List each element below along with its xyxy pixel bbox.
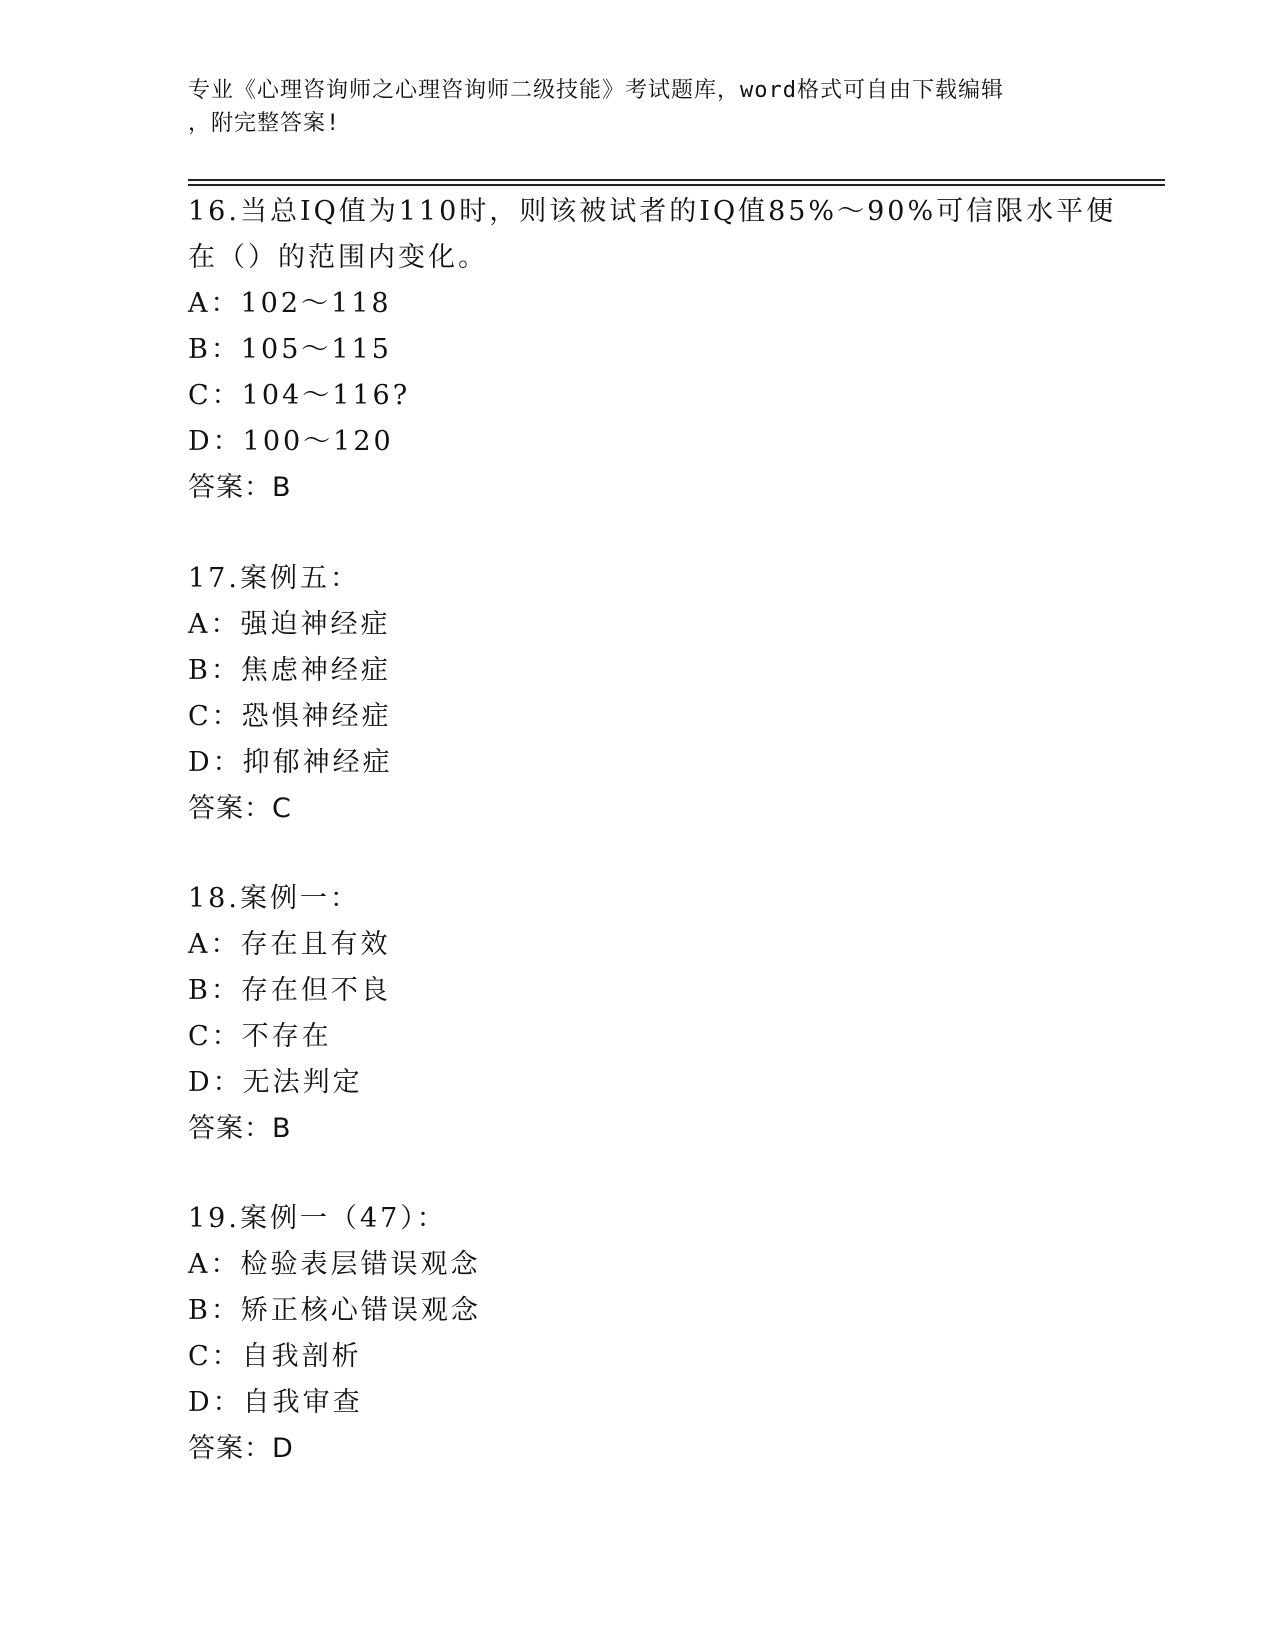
question-17 [188, 556, 1088, 832]
header-line-1: 专业《心理咨询师之心理咨询师二级技能》考试题库，word格式可自由下载编辑 [188, 78, 1004, 103]
question-18 [188, 876, 1088, 1152]
option-c: C：不存在 [188, 1021, 332, 1052]
question-stem: 19.案例一（47）： [188, 1203, 447, 1234]
question-stem: 16.当总IQ值为110时，则该被试者的IQ值85%～90%可信限水平便 [188, 196, 1117, 227]
option-b: B：存在但不良 [188, 975, 391, 1006]
question-stem: 18.案例一： [188, 883, 360, 914]
option-d: D：无法判定 [188, 1067, 363, 1098]
option-c: C：恐惧神经症 [188, 701, 392, 732]
answer-line: 答案：D [188, 1433, 294, 1464]
answer-line: 答案：C [188, 793, 292, 824]
document-header [188, 74, 1088, 140]
option-b: B：矫正核心错误观念 [188, 1295, 481, 1326]
question-stem: 在（）的范围内变化。 [188, 242, 488, 273]
answer-line: 答案：B [188, 1113, 292, 1144]
option-c: C：自我剖析 [188, 1341, 362, 1372]
question-16 [188, 189, 1117, 511]
option-b: B：105～115 [188, 334, 392, 365]
header-divider-bottom [188, 184, 1165, 186]
header-divider-top [188, 179, 1165, 181]
header-line-2: ，附完整答案! [188, 111, 341, 136]
option-a: A：102～118 [188, 288, 392, 319]
answer-line: 答案：B [188, 472, 292, 503]
option-b: B：焦虑神经症 [188, 655, 391, 686]
option-a: A：检验表层错误观念 [188, 1249, 481, 1280]
option-d: D：抑郁神经症 [188, 747, 393, 778]
option-c: C：104～116? [188, 380, 411, 411]
option-a: A：存在且有效 [188, 929, 391, 960]
question-19 [188, 1196, 1088, 1472]
option-a: A：强迫神经症 [188, 609, 391, 640]
option-d: D：自我审查 [188, 1387, 363, 1418]
question-stem: 17.案例五： [188, 563, 360, 594]
option-d: D：100～120 [188, 426, 394, 457]
